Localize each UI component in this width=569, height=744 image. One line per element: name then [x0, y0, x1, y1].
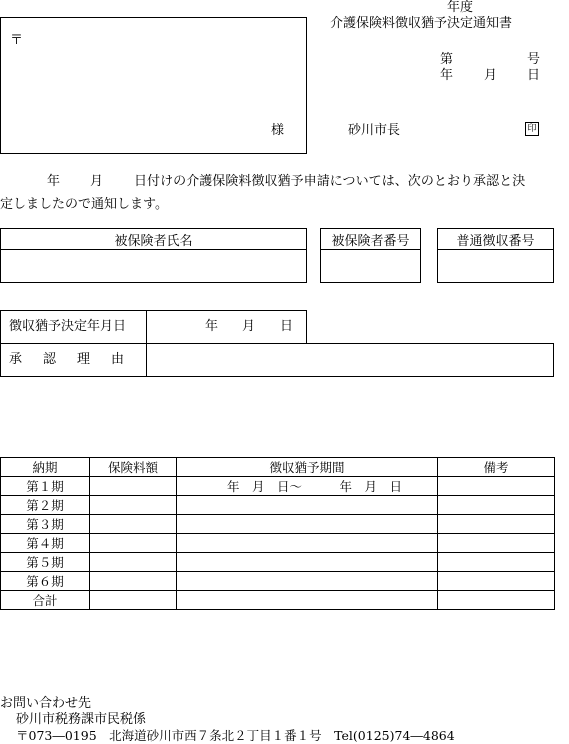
decision-date-year: 年 — [205, 319, 219, 334]
body-line2: 定しましたので通知します。 — [0, 197, 168, 212]
table-row — [1, 496, 555, 515]
header-noki: 納期 — [1, 458, 90, 477]
postal-mark: 〒 — [10, 33, 24, 48]
insured-name-header: 被保険者氏名 — [0, 228, 307, 250]
header-note: 備考 — [438, 458, 555, 477]
contact-heading: お問い合わせ先 — [0, 696, 92, 711]
table-row — [1, 553, 555, 572]
seal-mark — [525, 122, 539, 136]
row-note[interactable] — [438, 572, 555, 591]
row-label: 第１期 — [1, 477, 90, 496]
document-title: 介護保険料徴収猶予決定通知書 — [330, 16, 513, 31]
body-year: 年 — [47, 174, 61, 189]
issuer-name: 砂川市長 — [348, 123, 401, 138]
table-row — [1, 534, 555, 553]
honorific-sama: 様 — [271, 123, 285, 138]
number-go: 号 — [527, 52, 541, 67]
table-row — [1, 515, 555, 534]
row-label: 合計 — [1, 591, 90, 610]
contact-dept: 砂川市税務課市民税係 — [16, 712, 147, 727]
normal-number-header: 普通徴収番号 — [437, 228, 554, 250]
row-amount[interactable] — [90, 591, 177, 610]
date-day: 日 — [527, 68, 541, 83]
decision-date-label: 徴収猶予決定年月日 — [9, 319, 127, 334]
row-label: 第６期 — [1, 572, 90, 591]
row-label: 第５期 — [1, 553, 90, 572]
body-line1-rest: 日付けの介護保険料徴収猶予申請については、次のとおり承認と決 — [134, 174, 526, 189]
row-note[interactable] — [438, 477, 555, 496]
contact-address: 〒073―0195 北海道砂川市西７条北２丁目１番１号 Tel(0125)74―4864 — [16, 728, 455, 743]
insured-number-header: 被保険者番号 — [320, 228, 421, 250]
address-box — [0, 17, 307, 154]
date-year: 年 — [440, 68, 454, 83]
header-period: 徴収猶予期間 — [177, 458, 438, 477]
row-period[interactable] — [177, 591, 438, 610]
row-amount[interactable] — [90, 477, 177, 496]
decision-date-day: 日 — [280, 319, 294, 334]
row-note[interactable] — [438, 553, 555, 572]
row-note[interactable] — [438, 591, 555, 610]
row-period[interactable] — [177, 534, 438, 553]
number-dai: 第 — [440, 52, 454, 67]
row-period[interactable] — [177, 572, 438, 591]
row-amount[interactable] — [90, 572, 177, 591]
body-month: 月 — [90, 174, 104, 189]
row-amount[interactable] — [90, 496, 177, 515]
seal-text: 印 — [527, 123, 537, 134]
normal-number-field[interactable] — [437, 249, 554, 283]
row-label: 第３期 — [1, 515, 90, 534]
fiscal-year-label: 年度 — [447, 0, 474, 15]
table-row-total — [1, 591, 555, 610]
period-table-header — [1, 458, 555, 477]
row-note[interactable] — [438, 515, 555, 534]
header-amount: 保険料額 — [90, 458, 177, 477]
row-period[interactable]: 年 月 日～ 年 月 日 — [177, 477, 438, 496]
row-amount[interactable] — [90, 515, 177, 534]
row-amount[interactable] — [90, 534, 177, 553]
reason-label: 承 認 理 由 — [9, 352, 129, 367]
period-table — [0, 457, 555, 610]
insured-name-field[interactable] — [0, 249, 307, 283]
table-row — [1, 572, 555, 591]
row-period[interactable] — [177, 553, 438, 572]
row-period[interactable] — [177, 515, 438, 534]
row-note[interactable] — [438, 496, 555, 515]
decision-date-month: 月 — [242, 319, 256, 334]
row-note[interactable] — [438, 534, 555, 553]
row-label: 第４期 — [1, 534, 90, 553]
row-amount[interactable] — [90, 553, 177, 572]
table-row — [1, 477, 555, 496]
insured-number-field[interactable] — [320, 249, 421, 283]
row-period[interactable] — [177, 496, 438, 515]
date-month: 月 — [484, 68, 498, 83]
row-label: 第２期 — [1, 496, 90, 515]
